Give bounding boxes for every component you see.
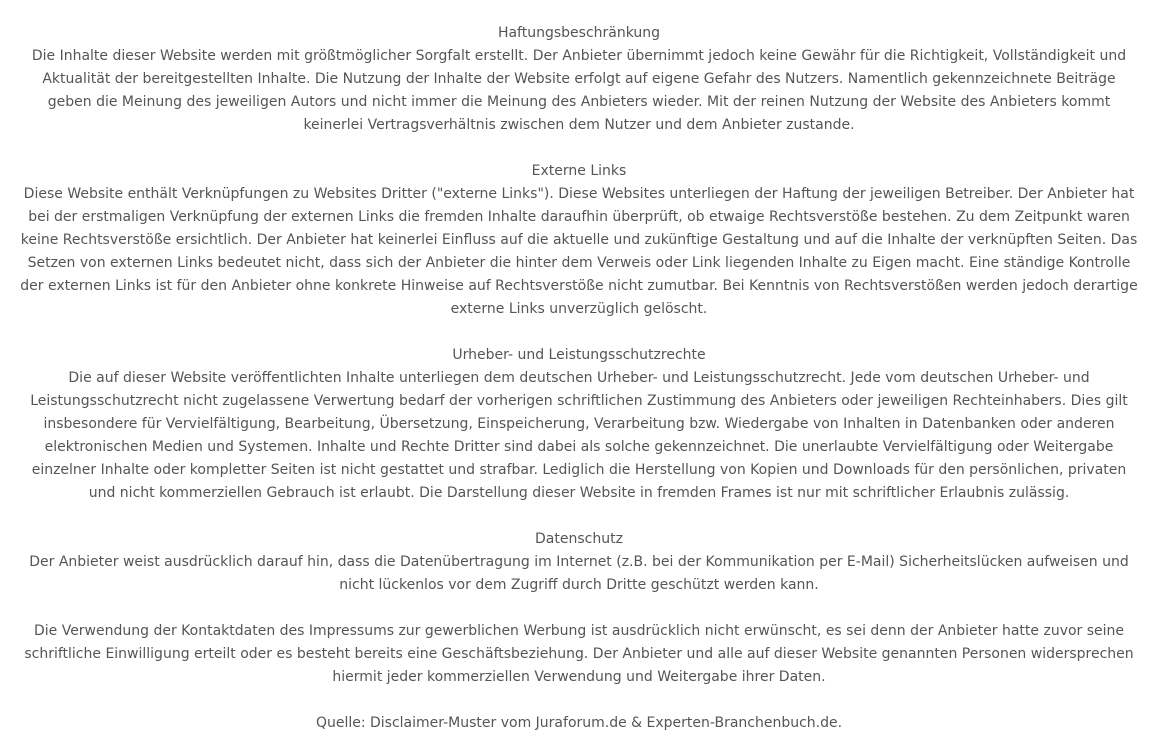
section-text: Die Verwendung der Kontaktdaten des Impressums zur gewerblichen Werbung ist ausdrücklich nicht erwünscht, es sei denn der Anbieter hatte zuvor seine schriftliche Einwilligung erteilt oder es besteht bereits eine Geschäftsbeziehung. Der Anbieter und alle auf dieser Website genannten Personen widersprechen hiermit jeder kommerziellen Verwendung und Weitergabe ihrer Daten. (24, 623, 1134, 685)
section-heading: Haftungsbeschränkung (497, 25, 661, 41)
section-text: Die auf dieser Website veröffentlichten Inhalte unterliegen dem deutschen Urheber- und Leistungsschutzrecht. Jede vom deutschen Urheber- und Leistungsschutzrecht nicht zugelassene Verwertung bedarf der vorherigen schriftlichen Zustimmung des Anbieters oder jeweiligen Rechteinhabers. Dies gilt insbesondere für Vervielfältigung, Bearbeitung, Übersetzung, Einspeicherung, Verarbeitung bzw. Wiedergabe von Inhalten in Datenbanken oder anderen elektronischen Medien und Systemen. Inhalte und Rechte Dritter sind dabei als solche gekennzeichnet. Die unerlaubte Vervielfältigung oder Weitergabe einzelner Inhalte oder kompletter Seiten ist nicht gestattet und strafbar. Lediglich die Herstellung von Kopien und Downloads für den persönlichen, privaten und nicht kommerziellen Gebrauch ist erlaubt. Die Darstellung dieser Website in fremden Frames ist nur mit schriftlicher Erlaubnis zulässig. (30, 370, 1128, 501)
section-haftungsbeschraenkung (19, 22, 1139, 137)
section-heading: Urheber- und Leistungsschutzrechte (452, 347, 706, 363)
section-text: Die Inhalte dieser Website werden mit größtmöglicher Sorgfalt erstellt. Der Anbieter übernimmt jedoch keine Gewähr für die Richtigkeit, Vollständigkeit und Aktualität der bereitgestellten Inhalte. Die Nutzung der Inhalte der Website erfolgt auf eigene Gefahr des Nutzers. Namentlich gekennzeichnete Beiträge geben die Meinung des jeweiligen Autors und nicht immer die Meinung des Anbieters wieder. Mit der reinen Nutzung der Website des Anbieters kommt keinerlei Vertragsverhältnis zwischen dem Nutzer und dem Anbieter zustande. (31, 48, 1127, 133)
disclaimer-page (19, 0, 1139, 735)
section-text: Diese Website enthält Verknüpfungen zu Websites Dritter ("externe Links"). Diese Websites unterliegen der Haftung der jeweiligen Betreiber. Der Anbieter hat bei der erstmaligen Verknüpfung der externen Links die fremden Inhalte daraufhin überprüft, ob etwaige Rechtsverstöße bestehen. Zu dem Zeitpunkt waren keine Rechtsverstöße ersichtlich. Der Anbieter hat keinerlei Einfluss auf die aktuelle und zukünftige Gestaltung und auf die Inhalte der verknüpften Seiten. Das Setzen von externen Links bedeutet nicht, dass sich der Anbieter die hinter dem Verweis oder Link liegenden Inhalte zu Eigen macht. Eine ständige Kontrolle der externen Links ist für den Anbieter ohne konkrete Hinweise auf Rechtsverstöße nicht zumutbar. Bei Kenntnis von Rechtsverstößen werden jedoch derartige externe Links unverzüglich gelöscht. (20, 186, 1138, 317)
section-werbung-widerspruch (19, 620, 1139, 689)
section-datenschutz (19, 528, 1139, 597)
source-credit: Quelle: Disclaimer-Muster vom Juraforum.de & Experten-Branchenbuch.de. (315, 715, 843, 731)
section-text: Der Anbieter weist ausdrücklich darauf hin, dass die Datenübertragung im Internet (z.B. bei der Kommunikation per E-Mail) Sicherheitslücken aufweisen und nicht lückenlos vor dem Zugriff durch Dritte geschützt werden kann. (29, 554, 1129, 593)
section-urheberrecht (19, 344, 1139, 505)
section-heading: Externe Links (531, 163, 627, 179)
section-externe-links (19, 160, 1139, 321)
section-heading: Datenschutz (535, 531, 623, 547)
